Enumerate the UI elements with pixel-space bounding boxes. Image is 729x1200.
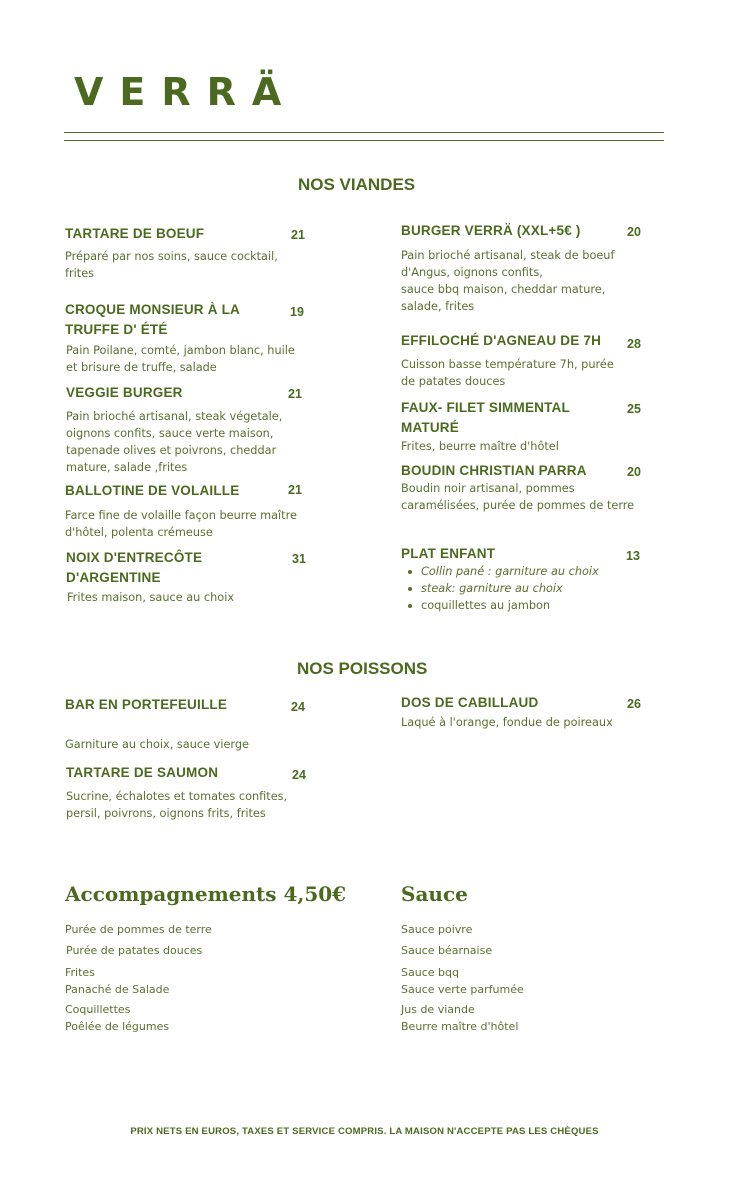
- menu-item-price: 25: [627, 402, 641, 416]
- sauce-item: Jus de viande: [401, 1003, 475, 1016]
- side-item: Frites: [65, 966, 95, 979]
- side-item: Coquillettes: [65, 1003, 131, 1016]
- menu-item-name: EFFILOCHÉ D'AGNEAU DE 7H: [401, 333, 602, 348]
- restaurant-logo: VERRÄ: [74, 70, 298, 114]
- menu-item-name: BALLOTINE DE VOLAILLE: [65, 483, 240, 498]
- menu-item-name: PLAT ENFANT: [401, 546, 496, 561]
- sauce-item: Sauce bqq: [401, 966, 459, 979]
- list-item: steak: garniture au choix: [401, 580, 641, 597]
- menu-item-price: 20: [627, 225, 641, 239]
- menu-item-price: 21: [288, 387, 302, 401]
- menu-item-desc: Frites maison, sauce au choix: [67, 591, 235, 604]
- accompagnements-title: Accompagnements 4,50€: [65, 882, 347, 906]
- menu-item-price: 13: [626, 549, 640, 563]
- menu-item-desc: Pain brioché artisanal, steak de boeuf d'Angus, oignons confits, sauce bbq maison, cheddar mature, salade, frites: [401, 249, 615, 313]
- list-item: coquillettes au jambon: [401, 597, 641, 614]
- side-item: Purée de patates douces: [66, 944, 203, 957]
- menu-item-name: VEGGIE BURGER: [66, 385, 183, 400]
- footer-note: PRIX NETS EN EUROS, TAXES ET SERVICE COMPRIS. LA MAISON N'ACCEPTE PAS LES CHÈQUES: [130, 1126, 599, 1137]
- section-title-poissons: NOS POISSONS: [297, 659, 428, 678]
- menu-item-name: FAUX- FILET SIMMENTAL MATURÉ: [401, 400, 570, 435]
- section-title-viandes: NOS VIANDES: [298, 175, 416, 194]
- menu-item-price: 24: [292, 768, 306, 782]
- sauce-item: Sauce béarnaise: [401, 944, 493, 957]
- menu-item-name: TARTARE DE BOEUF: [65, 226, 205, 241]
- menu-item-price: 21: [291, 228, 305, 242]
- menu-item-name: BURGER VERRÄ (XXL+5€ ): [401, 223, 581, 238]
- menu-item-desc: Farce fine de volaille façon beurre maître d'hôtel, polenta crémeuse: [65, 509, 297, 539]
- menu-item-name: NOIX D'ENTRECÔTE D'ARGENTINE: [66, 550, 203, 585]
- menu-item-desc: Frites, beurre maître d'hôtel: [401, 440, 559, 453]
- sauce-title: Sauce: [401, 882, 468, 906]
- menu-item-desc: Sucrine, échalotes et tomates confites, persil, poivrons, oignons frits, frites: [66, 790, 288, 820]
- menu-item-desc: Pain brioché artisanal, steak végetale, oignons confits, sauce verte maison, tapenade olives et poivrons, cheddar mature, salade ,frites: [66, 410, 283, 474]
- menu-item-desc: Laqué à l'orange, fondue de poireaux: [401, 716, 613, 729]
- menu-item-name: TARTARE DE SAUMON: [66, 765, 219, 780]
- menu-item-name: DOS DE CABILLAUD: [401, 695, 539, 710]
- side-item: Purée de pommes de terre: [65, 923, 212, 936]
- menu-item-price: 19: [290, 305, 304, 319]
- menu-item-name: BOUDIN CHRISTIAN PARRA: [401, 463, 587, 478]
- menu-item-desc: Pain Poilane, comté, jambon blanc, huile et brisure de truffe, salade: [66, 344, 295, 374]
- menu-item-desc: Garniture au choix, sauce vierge: [65, 738, 249, 751]
- sauce-item: Beurre maître d'hôtel: [401, 1020, 519, 1033]
- menu-item-desc: Cuisson basse température 7h, purée de patates douces: [401, 358, 614, 388]
- side-item: Panaché de Salade: [65, 983, 170, 996]
- menu-item-desc: Préparé par nos soins, sauce cocktail, frites: [65, 250, 278, 280]
- menu-item-name: CROQUE MONSIEUR À LA TRUFFE D' ÉTÉ: [65, 302, 240, 337]
- header-rule-bottom: [64, 140, 664, 141]
- sauce-item: Sauce poivre: [401, 923, 473, 936]
- side-item: Poêlée de légumes: [65, 1020, 170, 1033]
- menu-item-price: 20: [627, 465, 641, 479]
- menu-item-price: 24: [291, 700, 305, 714]
- header-rule-top: [64, 132, 664, 133]
- menu-item-price: 28: [627, 337, 641, 351]
- menu-item-price: 26: [627, 697, 641, 711]
- menu-item-price: 31: [292, 552, 306, 566]
- menu-item-desc: Boudin noir artisanal, pommes caramélisées, purée de pommes de terre: [401, 482, 635, 512]
- sauce-item: Sauce verte parfumée: [401, 983, 524, 996]
- list-item: Collin pané : garniture au choix: [401, 563, 641, 580]
- menu-item-name: BAR EN PORTEFEUILLE: [65, 697, 228, 712]
- menu-item-price: 21: [288, 483, 302, 497]
- kids-menu-list: [401, 563, 641, 614]
